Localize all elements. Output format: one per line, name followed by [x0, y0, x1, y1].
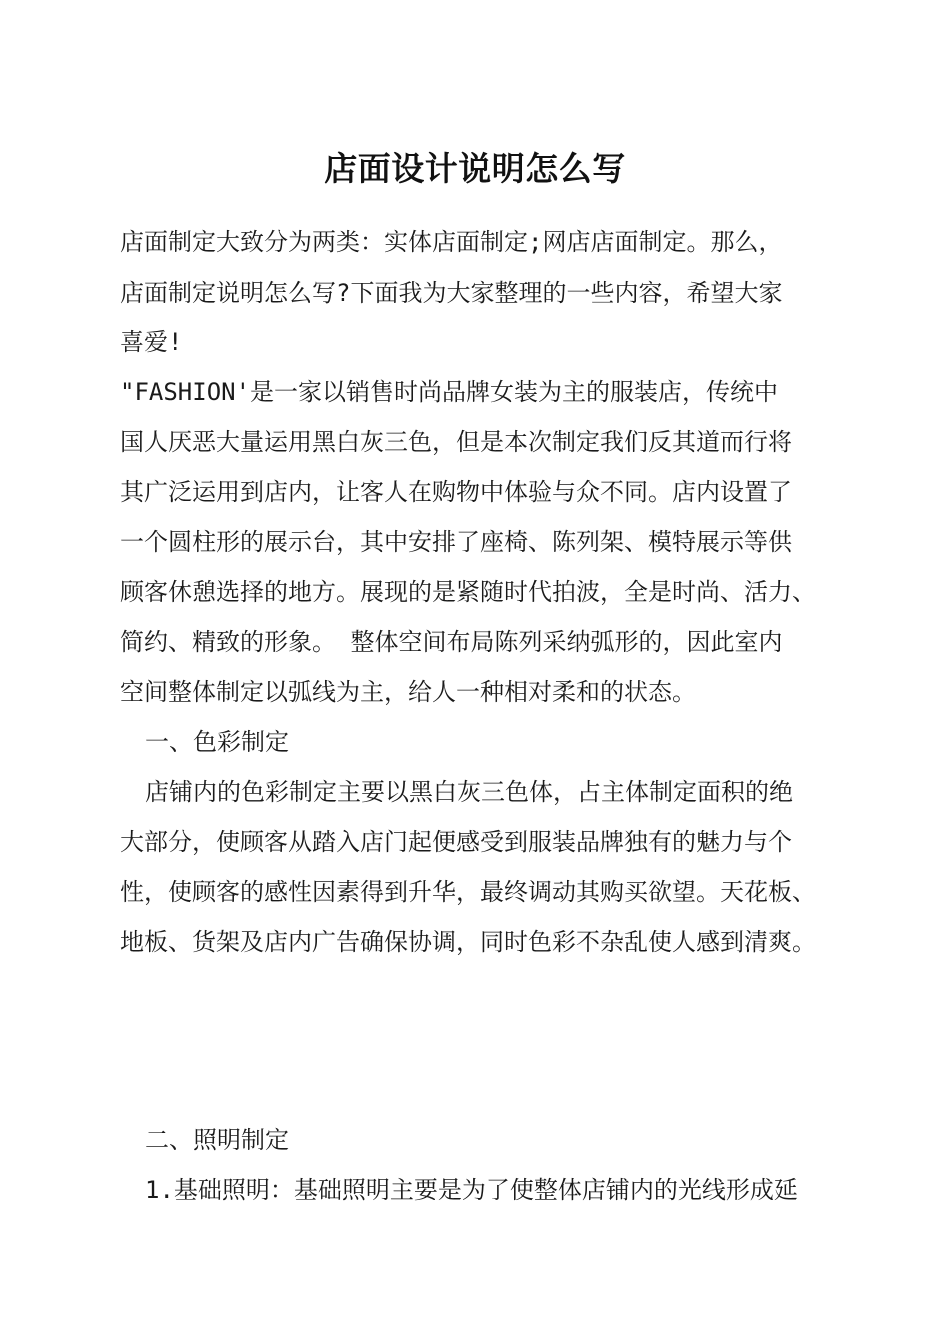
paragraph-line: 性，使顾客的感性因素得到升华，最终调动其购买欲望。天花板、 — [120, 878, 816, 906]
paragraph-line: 顾客休憩选择的地方。展现的是紧随时代拍波，全是时尚、活力、 — [120, 578, 816, 606]
paragraph-line: 简约、精致的形象。 整体空间布局陈列采纳弧形的，因此室内 — [120, 628, 783, 656]
paragraph-line: 喜爱! — [120, 328, 183, 356]
paragraph-line: 国人厌恶大量运用黑白灰三色，但是本次制定我们反其道而行将 — [120, 428, 792, 456]
paragraph-line: 空间整体制定以弧线为主，给人一种相对柔和的状态。 — [120, 678, 696, 706]
paragraph-line: "FASHION'是一家以销售时尚品牌女装为主的服装店，传统中 — [120, 378, 779, 406]
document-title: 店面设计说明怎么写 — [324, 149, 626, 188]
paragraph-line: 店铺内的色彩制定主要以黑白灰三色体，占主体制定面积的绝 — [145, 778, 793, 806]
paragraph-line: 其广泛运用到店内，让客人在购物中体验与众不同。店内设置了 — [120, 478, 792, 506]
paragraph-line: 店面制定说明怎么写?下面我为大家整理的一些内容，希望大家 — [120, 279, 783, 307]
paragraph-line: 店面制定大致分为两类：实体店面制定;网店店面制定。那么， — [120, 228, 783, 256]
paragraph-line: 1.基础照明：基础照明主要是为了使整体店铺内的光线形成延 — [145, 1176, 798, 1204]
paragraph-line: 地板、货架及店内广告确保协调，同时色彩不杂乱使人感到清爽。 — [120, 928, 816, 956]
paragraph-line: 大部分，使顾客从踏入店门起便感受到服装品牌独有的魅力与个 — [120, 828, 792, 856]
paragraph-line: 一个圆柱形的展示台，其中安排了座椅、陈列架、模特展示等供 — [120, 528, 792, 556]
section-heading-color: 一、色彩制定 — [145, 728, 289, 756]
section-heading-lighting: 二、照明制定 — [145, 1126, 289, 1154]
